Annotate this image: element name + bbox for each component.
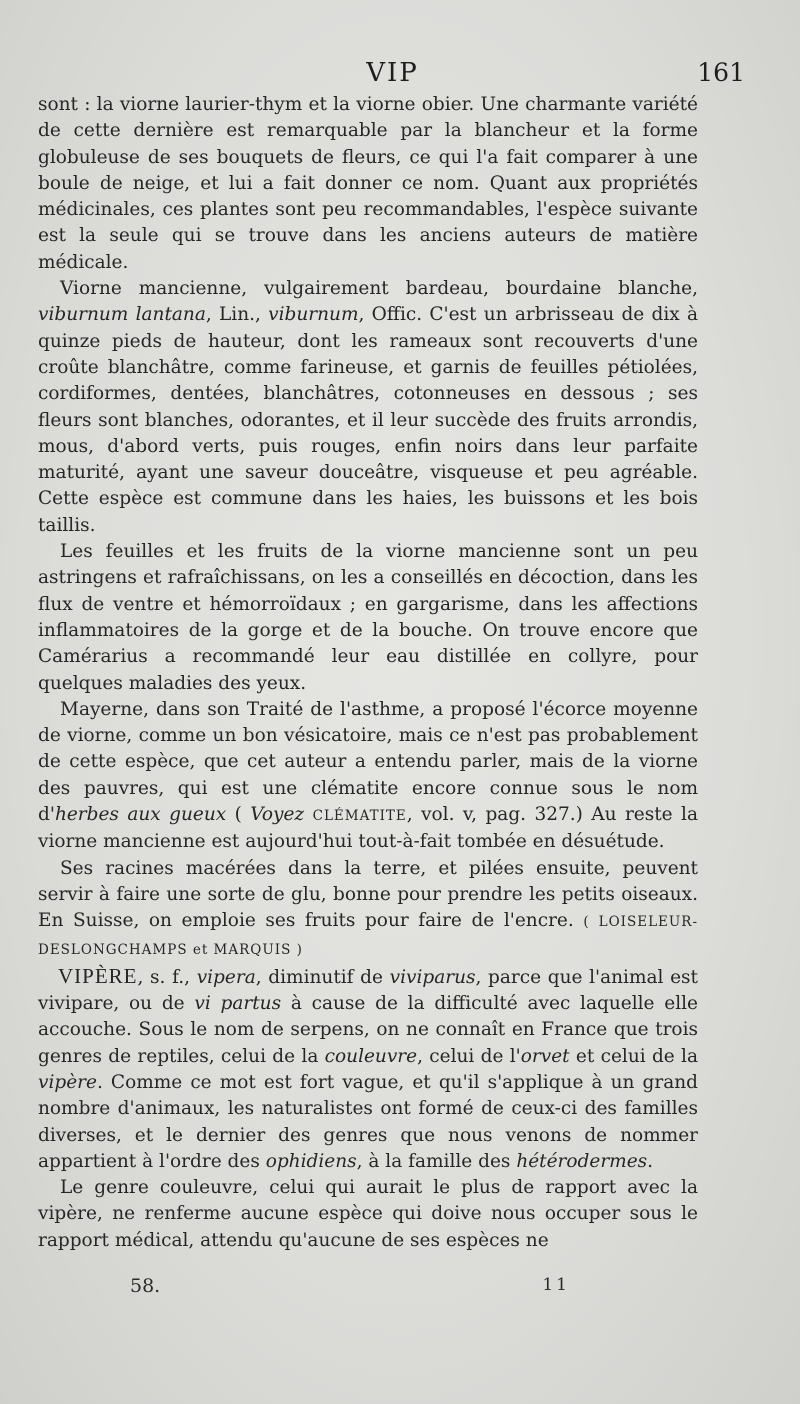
text-run: Viorne mancienne, vulgairement bardeau, bourdaine blanche,: [60, 278, 698, 300]
text-run: , Offic. C'est un arbrisseau de dix à quinze pieds de hauteur, dont les rameaux sont recouverts d'une croûte blanchâtre, comme farineuse, et garnis de feuilles pétiolées, cordiformes, dentées, blanchâtres, cotonneuses en dessous ; ses fleurs sont blanches, odorantes, et il leur succède des fruits arrondis, mous, d'abord verts, puis rouges, enfin noirs dans leur parfaite maturité, ayant une saveur douceâtre, visqueuse et peu agréable. Cette espèce est commune dans les haies, les buissons et les bois taillis.: [38, 304, 698, 536]
text-run: Ses racines macérées dans la terre, et pilées ensuite, peuvent servir à faire une sorte de glu, bonne pour prendre les petits oiseaux. En Suisse, on emploie ses fruits pour faire de l'encre.: [38, 857, 698, 932]
text-run: , à la famille des: [356, 1150, 517, 1172]
text-run: , s. f.,: [137, 966, 197, 988]
page-header: [40, 58, 745, 94]
text-run: , diminutif de: [255, 966, 390, 988]
latin-name: vipera: [196, 966, 256, 988]
cross-reference-entry: CLÉMATITE: [312, 808, 407, 825]
text-run: , celui de l': [417, 1045, 521, 1067]
paragraph-viorne-mancienne-description: [38, 276, 698, 539]
printer-signature-mark: 58.: [130, 1275, 161, 1297]
italic-term: vipère: [38, 1071, 97, 1093]
italic-term: ophidiens: [265, 1150, 357, 1172]
text-run: , parce que l'animal est vivipare, ou de: [38, 966, 698, 1015]
italic-term: herbes aux gueux: [54, 804, 227, 826]
body-text: [38, 92, 698, 1254]
paragraph-mayerne: [38, 697, 698, 856]
text-run: , vol. v, pag. 327.) Au reste la viorne mancienne est aujourd'hui tout-à-fait tombée en désuétude.: [38, 804, 698, 853]
text-run: , Lin.,: [205, 304, 269, 326]
text-run: et celui de la: [569, 1045, 699, 1067]
paragraph-viorne-species: sont : la viorne laurier-thym et la viorne obier. Une charmante variété de cette dernière est remarquable par la blancheur et la forme globuleuse de ses bouquets de fleurs, ce qui l'a fait comparer à une boule de neige, et lui a fait donner ce nom. Quant aux propriétés médicinales, ces plantes sont peu recommandables, l'espèce suivante est la seule qui se trouve dans les anciens auteurs de matière médicale.: [38, 94, 698, 273]
gathering-mark: 11: [542, 1275, 570, 1295]
text-run: Mayerne, dans son Traité de l'asthme, a proposé l'écorce moyenne de viorne, comme un bon vésicatoire, mais ce n'est pas probablement de cette espèce, que cet auteur a entendu parler, mais de la viorne des pauvres, qui est une clématite encore connue sous le nom d': [38, 698, 698, 826]
latin-name: viburnum: [268, 304, 359, 326]
text-run: [304, 804, 312, 825]
cross-reference-label: Voyez: [250, 804, 305, 826]
italic-term: couleuvre: [324, 1045, 418, 1067]
text-run: (: [226, 804, 251, 826]
paragraph-roots-and-ink: [38, 856, 698, 963]
text-run: .: [647, 1150, 654, 1172]
entry-vipere: [38, 963, 698, 1175]
page-footer: [130, 1275, 570, 1305]
paragraph-medicinal-uses: Les feuilles et les fruits de la viorne mancienne sont un peu astringens et rafraîchissans, on les a conseillés en décoction, dans les flux de ventre et hémorroïdaux ; en gargarisme, dans les affections inflammatoires de la gorge et de la bouche. On trouve encore que Camérarius a recommandé leur eau distillée en collyre, pour quelques maladies des yeux.: [38, 541, 698, 694]
italic-term: orvet: [520, 1045, 570, 1067]
italic-term: hétérodermes: [516, 1150, 648, 1172]
page-number: 161: [697, 58, 745, 87]
latin-phrase: vi partus: [194, 993, 282, 1015]
text-run: à cause de la difficulté avec laquelle elle accouche. Sous le nom de serpens, on ne connaît en France que trois genres de reptiles, celui de la: [38, 993, 698, 1067]
paragraph-genre-couleuvre: Le genre couleuvre, celui qui aurait le plus de rapport avec la vipère, ne renferme aucune espèce qui doive nous occuper sous le rapport médical, attendu qu'aucune de ses espèces ne: [38, 1177, 698, 1251]
author-signature: ( LOISELEUR-DESLONGCHAMPS et MARQUIS ): [38, 914, 699, 958]
entry-headword: VIPÈRE: [58, 963, 138, 988]
latin-name: viviparus: [389, 966, 476, 988]
running-head: VIP: [366, 58, 419, 88]
latin-name: viburnum lantana: [38, 304, 206, 326]
text-run: . Comme ce mot est fort vague, et qu'il s'applique à un grand nombre d'animaux, les naturalistes ont formé de ceux-ci des familles diverses, et le dernier des genres que nous venons de nommer appartient à l'ordre des: [38, 1071, 698, 1172]
